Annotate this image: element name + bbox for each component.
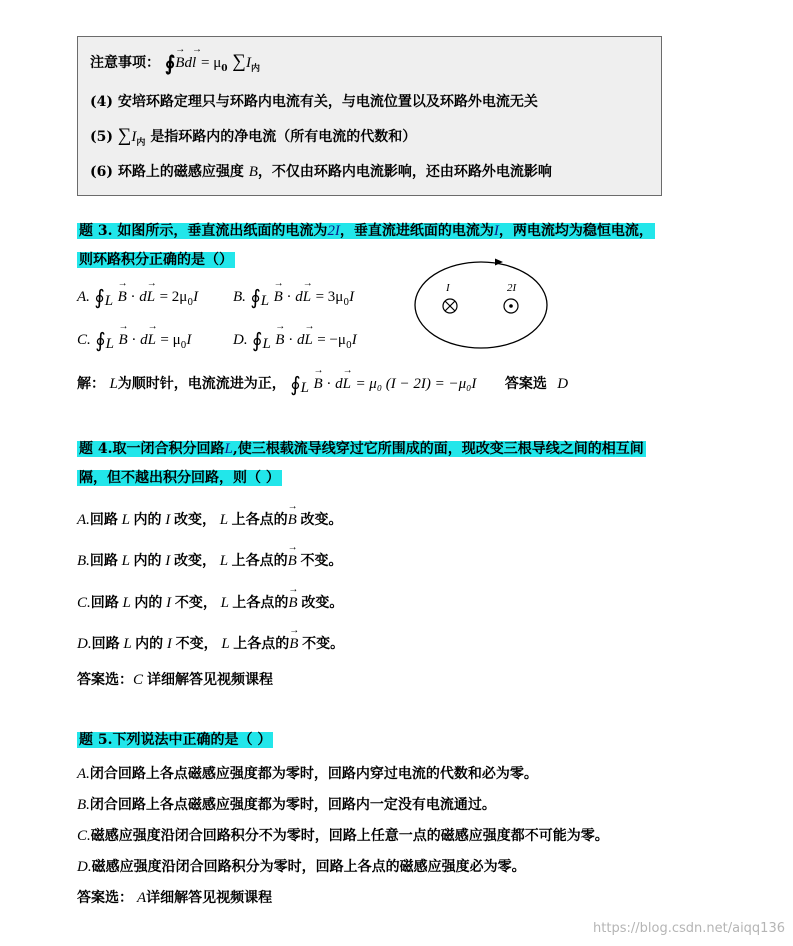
q3-optA-end: I xyxy=(193,289,199,305)
q4-option-a: A.回路 L 内的 I 改变， L 上各点的→ B 改变。 xyxy=(77,509,343,529)
current-into-page-icon xyxy=(443,299,457,313)
q3-optA-rhs: = 2μ xyxy=(159,289,188,305)
q4-title-line2 xyxy=(77,466,282,490)
note-item5-sum-icon: ∑ xyxy=(117,125,132,146)
note-formula-sum: ∑ xyxy=(232,51,246,72)
q5-option-b: B.闭合回路上各点磁感应强度都为零时，回路内一定没有电流通过。 xyxy=(77,797,496,813)
q3-answer-label: 答案选 xyxy=(504,376,547,392)
q4-title-highlight-2: 隔，但不越出积分回路，则（ ） xyxy=(79,470,280,486)
q3-option-b: B. $∮_L \to B \cdot d\to L = 3\mu_0I$ xyxy=(233,285,354,310)
contour-integral-icon: ∮ xyxy=(94,285,105,309)
note-item6-prefix: (6) 环路上的磁感应强度 xyxy=(90,164,244,180)
watermark: https://blog.csdn.net/aiqq136 xyxy=(593,921,785,936)
q3-optC-end: I xyxy=(186,332,192,348)
fig-label-right: 2I xyxy=(507,282,517,294)
note-formula-inner: 内 xyxy=(250,63,260,74)
q4-line1-v: L xyxy=(224,441,233,457)
q4-title-line1 xyxy=(77,437,646,461)
q3-option-d: D. $∮_L \to B \cdot d\to L = -\mu_0I$ xyxy=(233,328,357,353)
q3-sol-formula: = μ₀ (I − 2I) = −μ₀I xyxy=(355,376,477,392)
note-item5-prefix: (5) xyxy=(90,129,113,145)
q3-optC-label: C. xyxy=(77,332,91,348)
q4-option-d: D.回路 L 内的 I 不变， L 上各点的→ B 不变。 xyxy=(77,633,344,653)
q4-line1-a: 题 4.取一闭合积分回路 xyxy=(79,441,225,457)
note-item5-text: 是指环路内的净电流（所有电流的代数和） xyxy=(150,129,417,145)
q4-answer-note: 详细解答见视频课程 xyxy=(147,672,274,688)
q3-loop-figure xyxy=(412,258,550,352)
fig-label-left: I xyxy=(446,282,450,294)
current-out-of-page-icon xyxy=(504,299,518,313)
q4-answer: C xyxy=(133,672,144,688)
q3-optB-end: I xyxy=(349,289,355,305)
note-item-4: (4) 安培环路定理只与环路内电流有关，与电流位置以及环路外电流无关 xyxy=(90,94,538,110)
q3-optA-label: A. xyxy=(77,289,90,305)
q3-title-highlight-1 xyxy=(77,223,655,239)
note-item5-inner: 内 xyxy=(136,137,146,148)
q5-answer-label: 答案选： xyxy=(77,890,133,906)
note-item-6 xyxy=(90,161,552,181)
contour-integral-icon: ∮ xyxy=(164,51,176,75)
q3-line1-v1: 2I xyxy=(327,223,340,239)
q3-option-a: A. $∮_L \to B \cdot d\to L = 2\mu_0I$ xyxy=(77,285,198,310)
q3-line1-b: ，垂直流进纸面的电流为 xyxy=(339,223,494,239)
q3-optD-end: I xyxy=(351,332,357,348)
contour-integral-icon: ∮ xyxy=(95,328,106,352)
q3-optB-label: B. xyxy=(233,289,246,305)
q3-answer: D xyxy=(557,376,569,392)
q3-sol-text: 为顺时针，电流流进为正， xyxy=(117,376,286,392)
note-formula-sub0: 0 xyxy=(221,63,228,74)
note-formula-B: → B xyxy=(175,55,184,72)
q4-answer-label: 答案选： xyxy=(77,672,133,688)
q5-answer-line xyxy=(77,887,272,907)
note-box xyxy=(77,36,662,196)
q4-option-b: B.回路 L 内的 I 改变， L 上各点的→ B 不变。 xyxy=(77,550,343,570)
q5-option-a: A.闭合回路上各点磁感应强度都为零时，回路内穿过电流的代数和必为零。 xyxy=(77,766,538,782)
q3-title-line1 xyxy=(77,219,655,243)
note-title: 注意事项： xyxy=(90,55,160,71)
q3-title-highlight-2: 则环路积分正确的是（） xyxy=(79,252,233,268)
q3-optD-rhs: = −μ xyxy=(317,332,346,348)
q3-title-line2 xyxy=(77,248,235,272)
note-item5-I: I xyxy=(131,129,137,145)
note-item-5 xyxy=(90,125,416,148)
q3-line1-a: 题 3. 如图所示，垂直流出纸面的电流为 xyxy=(79,223,328,239)
q4-answer-line xyxy=(77,669,273,689)
note-formula-rhs: = μ xyxy=(201,55,222,71)
q3-optB-rhs: = 3μ xyxy=(315,289,344,305)
contour-integral-icon: ∮ xyxy=(250,285,261,309)
q5-answer: A xyxy=(137,890,147,906)
q3-line1-c: ，两电流均为稳恒电流， xyxy=(498,223,653,239)
contour-integral-icon: ∮ xyxy=(290,372,301,396)
note-formula-I: I xyxy=(245,55,251,71)
q3-solution: 解： L为顺时针，电流流进为正， $∮_L \to B \cdot d\to L = \mu_0$ (I − 2I) = −μ₀I 答案选 D xyxy=(77,372,568,397)
q5-answer-note: 详细解答见视频课程 xyxy=(146,890,273,906)
q3-option-c: C. $∮_L \to B \cdot d\to L = \mu_0I$ xyxy=(77,328,191,353)
q3-optD-label: D. xyxy=(233,332,248,348)
note-item6-text: ，不仅由环路内电流影响，还由环路外电流影响 xyxy=(257,164,552,180)
q4-title-highlight-1 xyxy=(77,441,646,457)
q3-line1-v2: I xyxy=(493,223,499,239)
q5-title xyxy=(77,728,273,752)
note-formula-l: → l xyxy=(192,55,196,72)
q5-option-c: C.磁感应强度沿闭合回路积分不为零时，回路上任意一点的磁感应强度都不可能为零。 xyxy=(77,828,609,844)
note-item6-var: B xyxy=(248,164,258,180)
q4-option-c: C.回路 L 内的 I 不变， L 上各点的→ B 改变。 xyxy=(77,592,343,612)
note-formula-d: d xyxy=(184,55,192,71)
note-title-line xyxy=(90,51,260,75)
q3-sol-var: L xyxy=(109,376,118,392)
q5-option-d: D.磁感应强度沿闭合回路积分为零时，回路上各点的磁感应强度必为零。 xyxy=(77,859,526,875)
contour-integral-icon: ∮ xyxy=(252,328,263,352)
q5-title-highlight: 题 5.下列说法中正确的是（ ） xyxy=(79,732,272,748)
q4-line1-b: ,使三根载流导线穿过它所围成的面，现改变三根导线之间的相互间 xyxy=(232,441,644,457)
loop-ellipse xyxy=(415,262,547,348)
q3-optC-rhs: = μ xyxy=(160,332,181,348)
q3-sol-label: 解： xyxy=(77,376,105,392)
